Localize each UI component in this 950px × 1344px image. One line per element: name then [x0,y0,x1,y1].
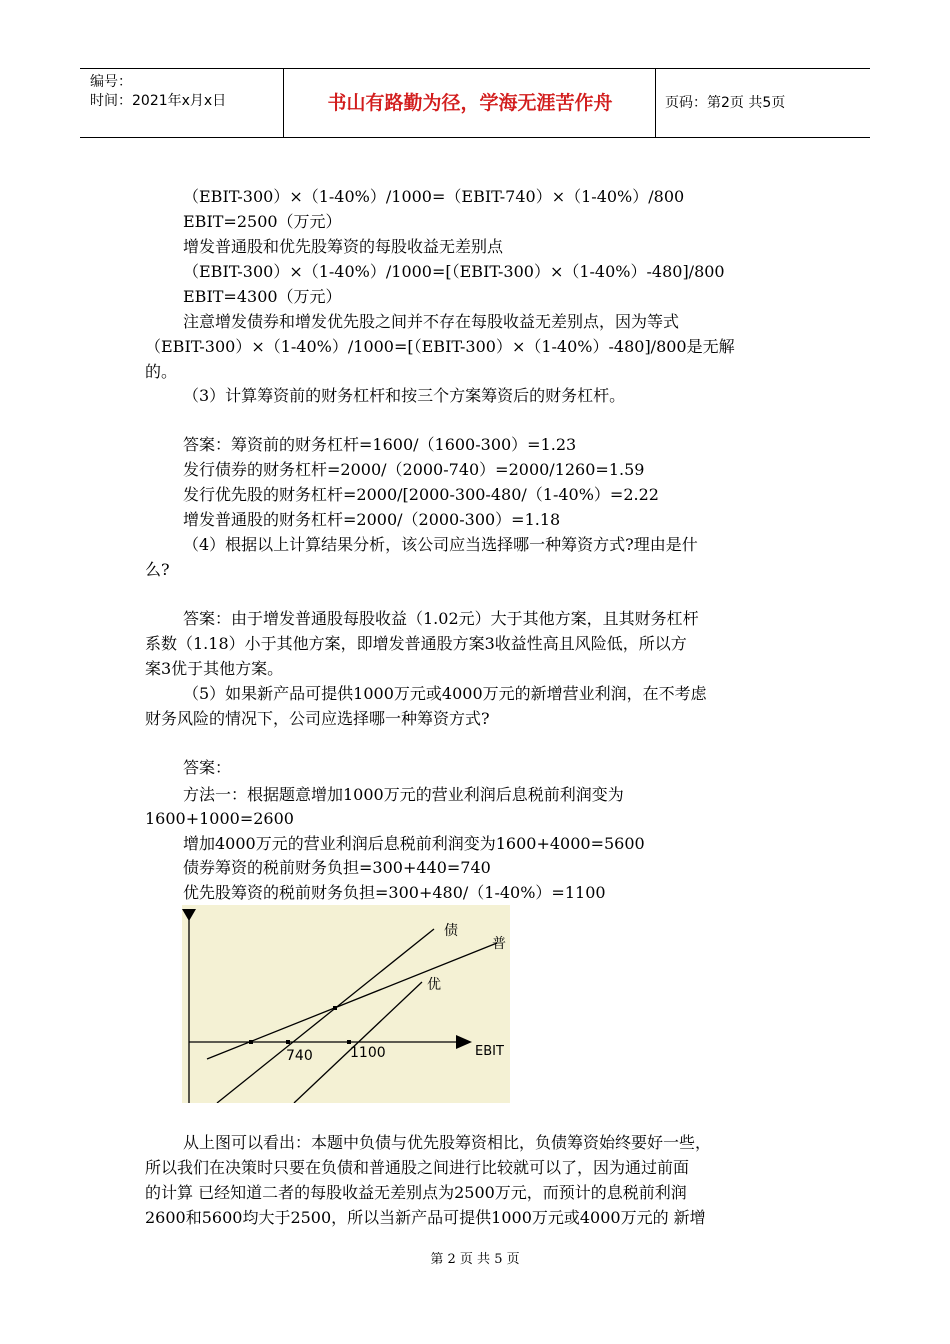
text-line: EBIT=4300（万元） [183,287,342,306]
text-line: （EBIT-300）×（1-40%）/1000=[（EBIT-300）×（1-40%）-480]/800是无解 [145,337,735,356]
text-line: 么? [145,560,170,579]
text-line: 答案：筹资前的财务杠杆=1600/（1600-300）=1.23 [183,435,577,454]
header-number: 编号： [90,74,132,90]
text-line: 发行债券的财务杠杆=2000/（2000-740）=2000/1260=1.59 [183,460,645,479]
x-axis-label: EBIT [475,1044,504,1059]
preferred-label: 优 [427,977,441,993]
text-line: 债券筹资的税前财务负担=300+440=740 [183,858,491,877]
tick-740: 740 [286,1048,313,1064]
header-meta [90,73,226,111]
text-line: EBIT=2500（万元） [183,212,342,231]
text-line: （3）计算筹资前的财务杠杆和按三个方案筹资后的财务杠杆。 [183,386,626,405]
text-line: 增发普通股的财务杠杆=2000/（2000-300）=1.18 [183,510,561,529]
common-label: 普 [492,936,506,952]
bond-line [217,929,434,1103]
header-page-label: 页码：第2页 共5页 [665,95,786,111]
text-line: 答案： [183,758,232,777]
text-line: （EBIT-300）×（1-40%）/1000=[（EBIT-300）×（1-40%）-480]/800 [183,262,725,281]
tick-1100: 1100 [350,1045,386,1061]
tick-740-marker [286,1040,290,1044]
text-line: 所以我们在决策时只要在负债和普通股之间进行比较就可以了，因为通过前面 [145,1158,690,1177]
header-motto: 书山有路勤为径，学海无涯苦作舟 [327,92,613,114]
text-line: （5）如果新产品可提供1000万元或4000万元的新增营业利润，在不考虑 [183,684,707,703]
text-line: 财务风险的情况下，公司应选择哪一种筹资方式? [145,709,490,728]
tick-1100-marker [347,1040,351,1044]
intersect-marker [333,1006,337,1010]
text-line: 2600和5600均大于2500，所以当新产品可提供1000万元或4000万元的 新增 [145,1208,706,1227]
text-line: 从上图可以看出：本题中负债与优先股筹资相比，负债筹资始终要好一些， [183,1133,712,1152]
text-line: 增加4000万元的营业利润后息税前利润变为1600+4000=5600 [183,834,645,853]
text-line: 优先股筹资的税前财务负担=300+480/（1-40%）=1100 [183,883,606,902]
text-line: 方法一：根据题意增加1000万元的营业利润后息税前利润变为 [183,785,624,804]
text-line: 的计算 已经知道二者的每股收益无差别点为2500万元，而预计的息税前利润 [145,1183,687,1202]
bond-label: 债 [444,923,458,939]
header-divider [655,69,656,137]
ebit-diagram-svg [182,905,510,1103]
text-line: 的。 [145,362,178,381]
text-line: 1600+1000=2600 [145,809,294,828]
page-footer: 第 2 页 共 5 页 [430,1252,520,1267]
y-axis-arrow [182,909,196,921]
header-divider [283,69,284,137]
text-line: 发行优先股的财务杠杆=2000/[2000-300-480/（1-40%）=2.22 [183,485,659,504]
document-header [80,68,870,138]
text-line: 答案：由于增发普通股每股收益（1.02元）大于其他方案，且其财务杠杆 [183,609,699,628]
header-time: 时间：2021年x月x日 [90,93,227,109]
text-line: （EBIT-300）×（1-40%）/1000=（EBIT-740）×（1-40%）/800 [183,187,685,206]
text-line: （4）根据以上计算结果分析，该公司应当选择哪一种筹资方式?理由是什 [183,535,698,554]
ebit-diagram [182,905,510,1103]
text-line: 系数（1.18）小于其他方案，即增发普通股方案3收益性高且风险低，所以方 [145,634,687,653]
intersect-marker [249,1040,253,1044]
x-axis-arrow [456,1035,472,1049]
text-line: 注意增发债券和增发优先股之间并不存在每股收益无差别点，因为等式 [183,312,680,331]
text-line: 案3优于其他方案。 [145,659,284,678]
text-line: 增发普通股和优先股筹资的每股收益无差别点 [183,237,504,256]
